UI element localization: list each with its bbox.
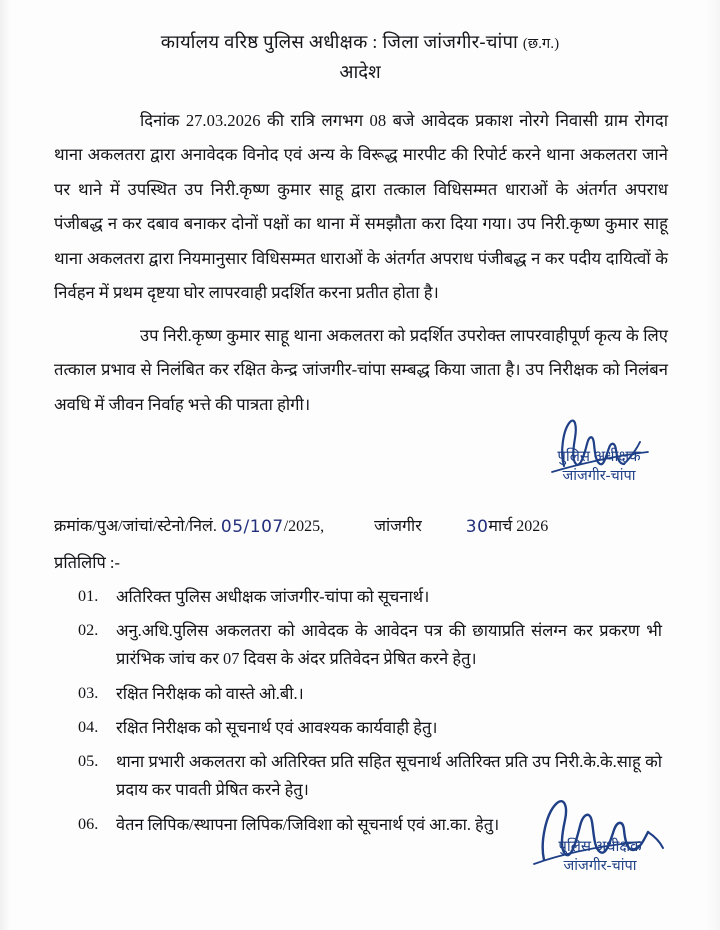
order-heading: आदेश <box>339 62 381 83</box>
list-item-text: थाना प्रभारी अकलतरा को अतिरिक्त प्रति सहित सूचनार्थ अतिरिक्त प्रति उप निरी.के.के.साहू को प्रदाय कर पावती प्रेषित करने हेतु। <box>116 752 662 800</box>
list-item-number: 03. <box>78 683 99 702</box>
list-item <box>54 583 690 611</box>
reference-year: /2025, <box>283 518 325 535</box>
list-item <box>54 714 690 742</box>
list-item-text: अतिरिक्त पुलिस अधीक्षक जांजगीर-चांपा को सूचनार्थ। <box>116 587 430 606</box>
signature-block-top <box>524 448 674 485</box>
signature-title: पुलिस अधीक्षक <box>557 449 641 465</box>
list-item-text: रक्षित निरीक्षक को वास्ते ओ.बी.। <box>116 683 304 703</box>
list-item-number: 01. <box>78 587 99 605</box>
reference-date <box>466 514 549 536</box>
reference-day-handwritten: 30 <box>465 517 489 537</box>
signature-place: जांजगीर-चांपा <box>562 467 636 484</box>
list-item <box>54 748 690 804</box>
signature-title: पुलिस अधीक्षक <box>558 839 642 855</box>
signature-place: जांजगीर-चांपा <box>563 857 637 874</box>
document-header <box>30 30 690 88</box>
copy-to-label: प्रतिलिपि :- <box>54 553 120 572</box>
list-item-text: अनु.अधि.पुलिस अकलतरा को आवेदक के आवेदन पत्र की छायाप्रति संलग्न कर प्रकरण भी प्रारंभिक जांच कर 07 दिवस के अंदर प्रतिवेदन प्रेषित करने हेतु। <box>116 621 662 669</box>
list-item-number: 04. <box>78 717 99 736</box>
paragraph-2 <box>54 319 668 423</box>
list-item-text: रक्षित निरीक्षक को सूचनार्थ एवं आवश्यक कार्यवाही हेतु। <box>116 717 438 737</box>
list-item-number: 02. <box>78 621 99 640</box>
reference-month-year: मार्च 2026 <box>488 518 549 535</box>
reference-row <box>30 514 690 536</box>
distribution-list <box>30 583 690 839</box>
list-item <box>54 680 690 708</box>
paragraph-1 <box>54 104 668 311</box>
list-item <box>54 811 690 839</box>
body-paragraphs <box>30 104 690 423</box>
list-item-number: 05. <box>78 752 99 771</box>
state-suffix: (छ.ग.) <box>522 36 560 52</box>
paragraph-1-text: दिनांक 27.03.2026 की रात्रि लगभग 08 बजे आवेदक प्रकाश नोरगे निवासी ग्राम रोगदा थाना अकलतरा द्वारा अनावेदक विनोद एवं अन्य के विरूद्ध मारपीट की रिपोर्ट करने थाना अकलतरा जाने पर थाने में उपस्थित उप निरी.कृष्ण कुमार साहू द्वारा तत्काल विधिसम्मत धाराओं के अंतर्गत अपराध पंजीबद्ध न कर दबाव बनाकर दोनों पक्षों का थाना में समझौता करा दिया गया। उप निरी.कृष्ण कुमार साहू थाना अकलतरा द्वारा नियमानुसार विधिसम्मत धाराओं के अंतर्गत अपराध पंजीबद्ध न कर पदीय दायित्वों के निर्वहन में प्रथम दृष्टया घोर लापरवाही प्रदर्शित करना प्रतीत होता है। <box>54 110 668 302</box>
list-item-number: 06. <box>78 814 99 833</box>
signature-block-bottom <box>520 838 680 875</box>
list-item <box>54 617 690 673</box>
reference-place: जांजगीर <box>374 518 422 535</box>
list-item-text: वेतन लिपिक/स्थापना लिपिक/जिविशा को सूचनार्थ एवं आ.का. हेतु। <box>116 814 500 834</box>
reference-number-handwritten: 05/107 <box>220 517 284 537</box>
reference-label: क्रमांक/पुअ/जांचां/स्टेनो/निलं. <box>54 518 217 535</box>
office-title-line <box>30 30 690 58</box>
paragraph-2-text: उप निरी.कृष्ण कुमार साहू थाना अकलतरा को प्रदर्शित उपरोक्त लापरवाहीपूर्ण कृत्य के लिए तत्काल प्रभाव से निलंबित कर रक्षित केन्द्र जांजगीर-चांपा सम्बद्ध किया जाता है। उप निरीक्षक को निलंबन अवधि में जीवन निर्वाह भत्ते की पात्रता होगी। <box>54 325 668 414</box>
office-title: कार्यालय वरिष्ठ पुलिस अधीक्षक : जिला जांजगीर-चांपा <box>160 33 518 53</box>
